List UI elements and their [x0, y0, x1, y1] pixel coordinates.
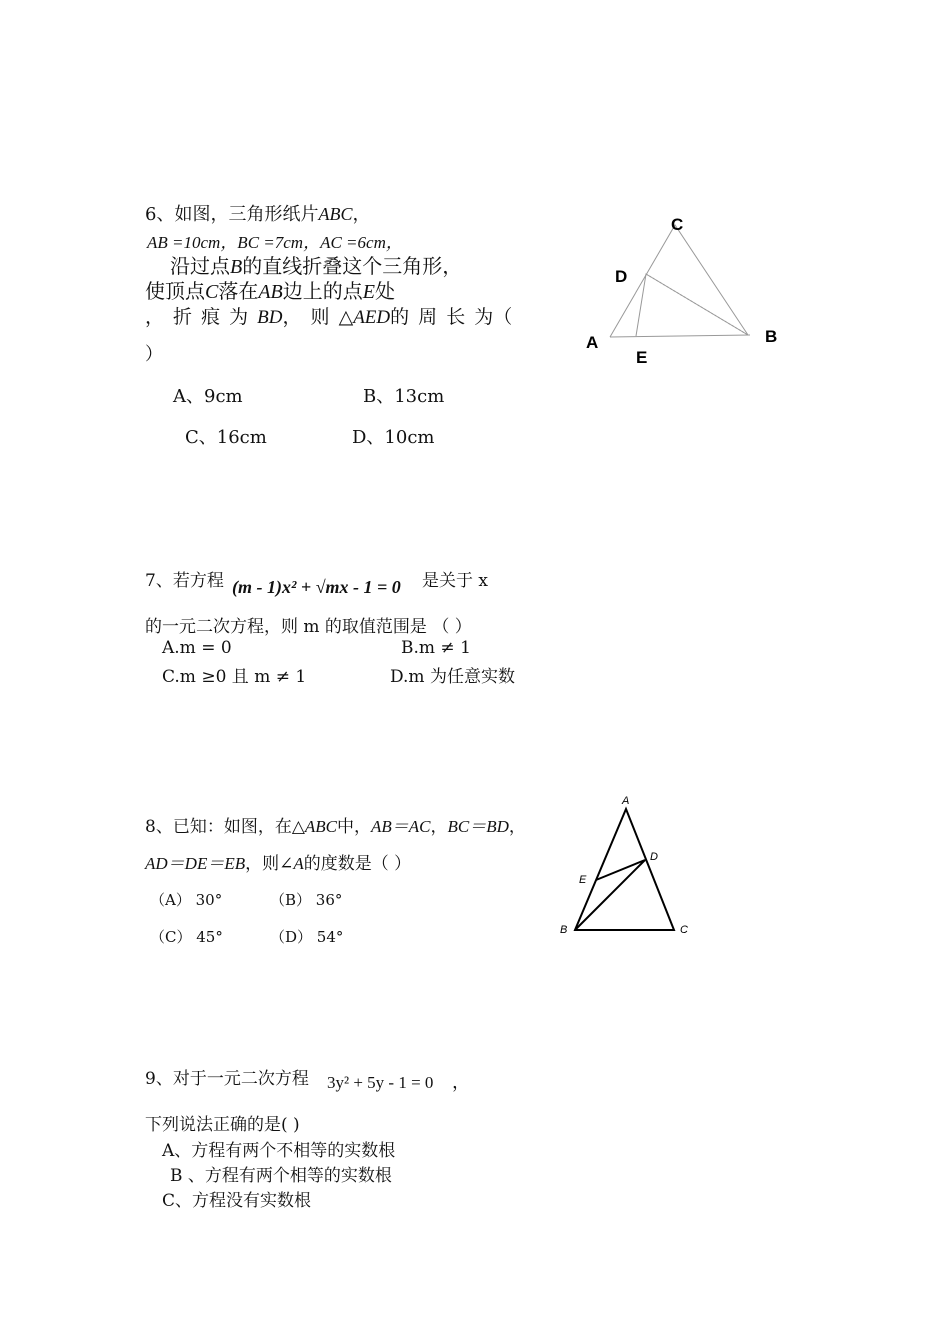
q6-option-a: A、9cm [173, 386, 243, 407]
q9-option-b: B 、方程有两个相等的实数根 [170, 1166, 392, 1186]
q7-after: 是关于 x [422, 571, 488, 591]
q6-triangle-sides [610, 225, 748, 337]
q8-option-a: （A） 30° [150, 891, 223, 909]
q6-option-c: C、16cm [185, 427, 267, 448]
q6-given: AB =10cm，BC =7cm，AC =6cm， [147, 233, 403, 252]
q8-label-c: C [680, 924, 688, 936]
q8-triangle-abc [575, 809, 674, 930]
q6-label-b: B [765, 327, 778, 346]
q7-option-d: D.m 为任意实数 [390, 667, 515, 687]
q8-label-a: A [622, 795, 630, 807]
q6-label-d: D [615, 267, 628, 286]
q6-line4: 使顶点C落在AB边上的点E处 [145, 279, 395, 303]
q8-label-b: B [560, 924, 568, 936]
q6-abc: ABC [318, 204, 353, 224]
q8-triangle-figure [552, 788, 702, 948]
q6-label-e: E [636, 348, 648, 367]
q8-line2: AD＝DE＝EB，则∠A的度数是（ ） [145, 854, 412, 874]
q9-after: ， [452, 1072, 470, 1093]
q6-line1 [145, 200, 370, 226]
q8-label-e: E [579, 874, 587, 886]
q7-option-b: B.m ≠ 1 [401, 638, 471, 658]
q8-segment-bd [575, 860, 645, 930]
q6-label-c: C [671, 215, 684, 234]
q6-option-b: B、13cm [363, 386, 445, 407]
q8-label-d: D [650, 851, 658, 863]
q8-option-d: （D） 54° [270, 928, 344, 946]
q9-option-a: A、方程有两个不相等的实数根 [162, 1141, 396, 1161]
q9-equation: 3y² + 5y - 1 = 0 [327, 1073, 434, 1092]
q6-option-d: D、10cm [352, 427, 435, 448]
q6-side-ab [610, 335, 750, 337]
q9-intro: 9、对于一元二次方程 [145, 1069, 309, 1089]
q7-option-a: A.m = 0 [162, 638, 232, 658]
q8-line1: 8、已知：如图，在△ABC中，AB＝AC，BC＝BD， [145, 817, 526, 837]
q6-fold-lines [636, 274, 748, 336]
q8-option-b: （B） 36° [270, 891, 343, 909]
q6-intro: 6、如图，三角形纸片 [145, 204, 319, 225]
q6-line5: ， 折 痕 为 BD， 则 △AED的 周 长 为（ [145, 306, 513, 328]
q9-line2: 下列说法正确的是( ) [145, 1115, 300, 1135]
q6-comma: ， [352, 204, 371, 225]
q6-triangle-figure [570, 200, 800, 380]
q6-line6: ） [145, 344, 163, 365]
q7-line2: 的一元二次方程，则 m 的取值范围是 （ ） [145, 617, 472, 637]
q7-option-c: C.m ≥0 且 m ≠ 1 [162, 667, 307, 687]
q7-equation: (m - 1)x² + √mx - 1 = 0 [232, 577, 401, 597]
q8-option-c: （C） 45° [150, 928, 223, 946]
q9-option-c: C、方程没有实数根 [162, 1191, 312, 1211]
q6-line3: 沿过点B的直线折叠这个三角形， [170, 254, 463, 278]
q7-intro: 7、若方程 [145, 571, 224, 591]
q6-label-a: A [586, 333, 599, 352]
